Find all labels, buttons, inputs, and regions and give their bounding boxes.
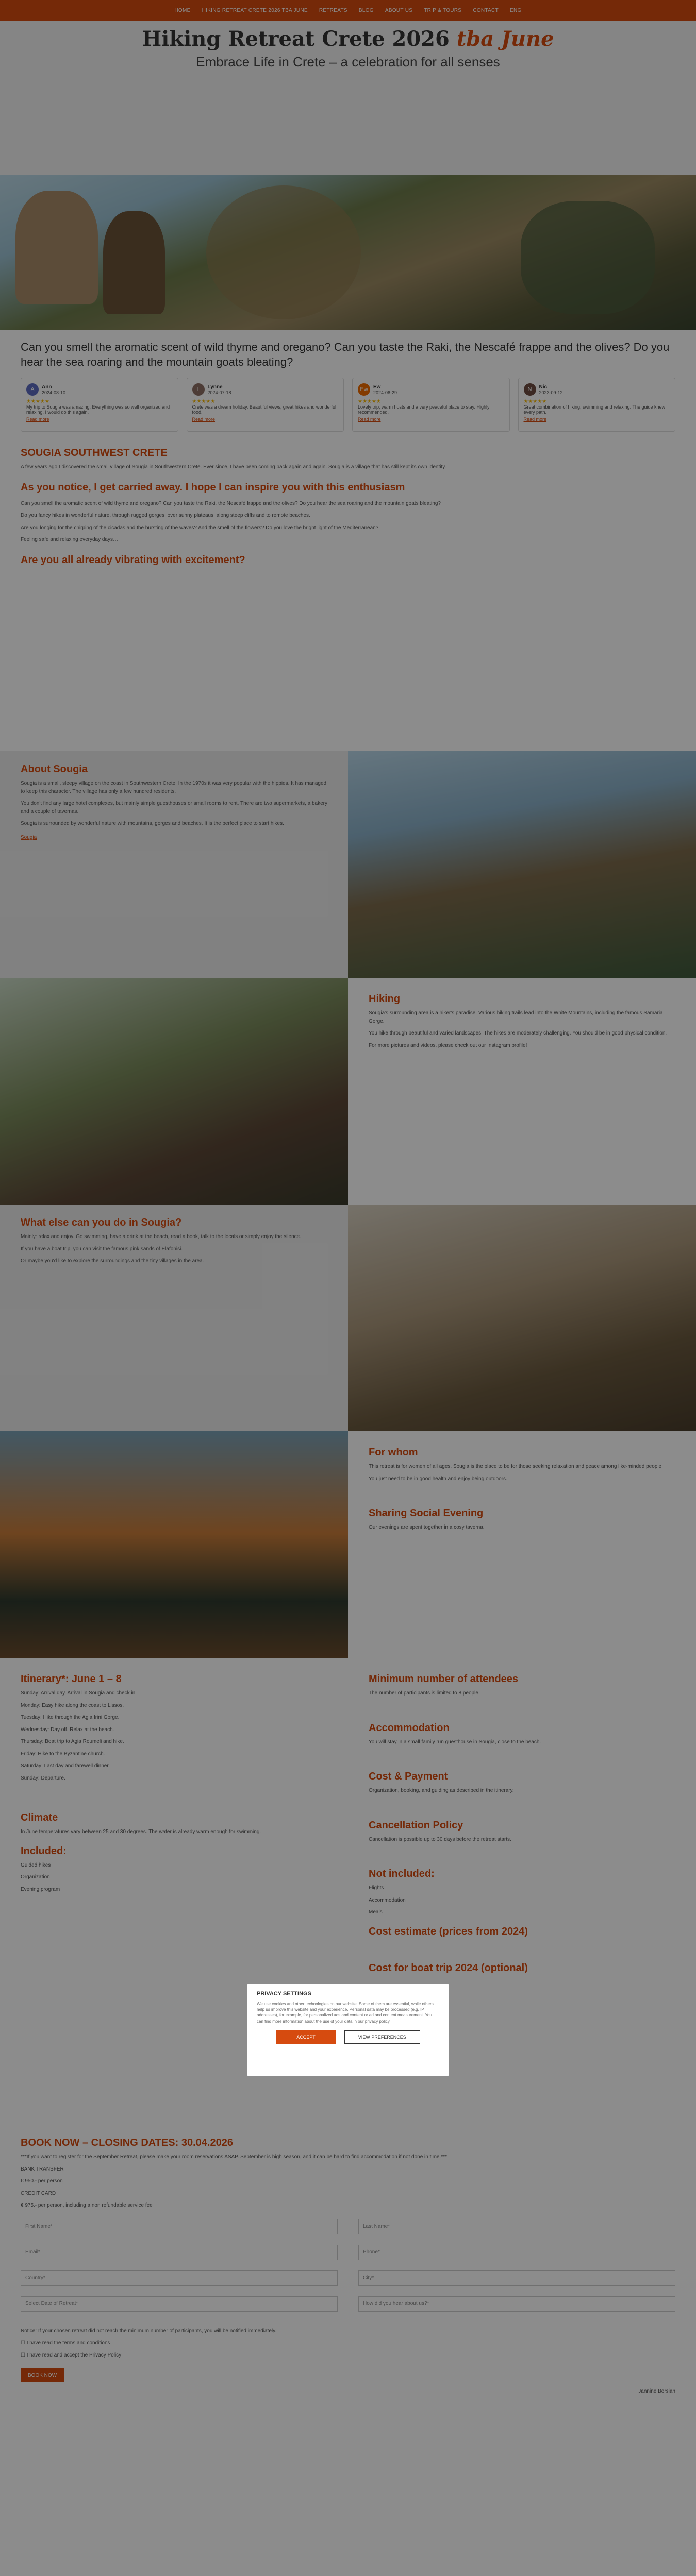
paragraph: Sougia is surrounded by wonderful nature with mountains, gorges and beaches. It is the perfect place to start hikes.: [21, 821, 284, 827]
section-heading: Cancellation Policy: [369, 1819, 463, 1831]
review-date: 2024-08-10: [42, 389, 66, 395]
paragraph: You don't find any large hotel complexes, but mainly simple guesthouses or small rooms to rent. There are two supermarkets, a bakery and a couple of tavernas.: [21, 801, 327, 815]
email-field[interactable]: Email*: [21, 2245, 338, 2260]
paragraph: Sougia is a small, sleepy village on the coast in Southwestern Crete. In the 1970s it was very popular with the hippies. It has managed to keep this character. The village has only a few hundred residents.: [21, 781, 327, 794]
city-field[interactable]: City*: [358, 2270, 675, 2286]
paragraph: Do you fancy hikes in wonderful nature, through rugged gorges, over sunny plateaus, along steep cliffs and to remote beaches.: [21, 513, 310, 519]
paragraph: Can you smell the aromatic scent of wild thyme and oregano? Can you taste the Raki, the Nescafé frappe and the olives? Do you hear the sea roaring and the mountain goats bleating?: [21, 500, 441, 506]
itinerary-day: Sunday: Arrival day. Arrival in Sougia and check in.: [21, 1690, 137, 1697]
title-main: Hiking Retreat Crete 2026: [142, 27, 450, 51]
referral-select[interactable]: How did you hear about us?*: [358, 2296, 675, 2312]
cookie-title: PRIVACY SETTINGS: [257, 1991, 311, 1997]
section-heading: Cost estimate (prices from 2024): [369, 1925, 528, 1937]
avatar: N: [524, 383, 536, 396]
sougia-link[interactable]: Sougia: [21, 834, 37, 840]
bank-label: BANK TRANSFER: [21, 2166, 64, 2172]
first-name-field[interactable]: First Name*: [21, 2219, 338, 2234]
avatar: Ew: [358, 383, 370, 396]
title-accent: tba June: [456, 27, 554, 51]
section-heading: SOUGIA SOUTHWEST CRETE: [21, 447, 168, 459]
star-rating-icon: ★★★★★: [358, 399, 381, 405]
signature: Jannine Borsian: [638, 2388, 675, 2395]
itinerary-day: Sunday: Departure.: [21, 1775, 65, 1781]
paragraph: Are you longing for the chirping of the cicadas and the bursting of the waves? And the smell of the flowers? Do you love the bright light of the Mediterranean?: [21, 524, 379, 531]
list-item: Guided hikes: [21, 1862, 51, 1868]
section-heading: Cost for boat trip 2024 (optional): [369, 1962, 528, 1974]
paragraph: Cancellation is possible up to 30 days before the retreat starts.: [369, 1836, 511, 1842]
paragraph: Sougia's surrounding area is a hiker's paradise. Various hiking trails lead into the White Mountains, including the famous Samaria Gorge.: [369, 1010, 663, 1024]
page-subtitle: Embrace Life in Crete – a celebration for all senses: [196, 54, 500, 70]
review-text: Great combination of hiking, swimming and relaxing. The guide knew every path.: [523, 404, 665, 415]
paragraph: Mainly: relax and enjoy. Go swimming, have a drink at the beach, read a book, talk to the locals or simply enjoy the silence.: [21, 1234, 301, 1240]
highlight-heading: Are you all already vibrating with excitement?: [21, 554, 245, 566]
paragraph: If you have a boat trip, you can visit the famous pink sands of Elafonisi.: [21, 1246, 183, 1252]
section-heading: For whom: [369, 1447, 418, 1459]
terms-checkbox[interactable]: ☐ I have read the terms and conditions: [21, 2340, 110, 2346]
itinerary-day: Saturday: Last day and farewell dinner.: [21, 1763, 110, 1769]
reviewer-name: Lynne: [207, 384, 223, 390]
nav-retreats[interactable]: RETREATS: [319, 7, 347, 13]
bank-value: € 950.- per person: [21, 2178, 63, 2184]
paragraph: In June temperatures vary between 25 and 30 degrees. The water is already warm enough for swimming.: [21, 1829, 261, 1835]
notice: Notice: If your chosen retreat did not reach the minimum number of participants, you will be notified immediately.: [21, 2328, 277, 2334]
nav-retreat-crete[interactable]: HIKING RETREAT CRETE 2026 TBA JUNE: [202, 7, 308, 13]
paragraph: You just need to be in good health and enjoy being outdoors.: [369, 1476, 507, 1482]
list-item: Accommodation: [369, 1897, 406, 1903]
itinerary-day: Friday: Hike to the Byzantine church.: [21, 1751, 105, 1757]
review-date: 2023-09-12: [539, 389, 563, 395]
cookie-text: We use cookies and other technologies on our website. Some of them are essential, while others help us improve this website and your experience. Personal data may be processed (e.g. IP addresses), for example, for personalized ads and content or ad and content measurement. You can find more information about the use of your data in our privacy policy.: [257, 2002, 434, 2024]
review-date: 2024-06-29: [373, 389, 397, 395]
review-text: Lovely trip, warm hosts and a very peaceful place to stay. Highly recommended.: [358, 404, 490, 415]
nav-trips[interactable]: TRIP & TOURS: [424, 7, 462, 13]
itinerary-day: Wednesday: Day off. Relax at the beach.: [21, 1726, 114, 1733]
booking-heading: BOOK NOW – CLOSING DATES: 30.04.2026: [21, 2137, 233, 2149]
nav-language[interactable]: ENG: [510, 7, 522, 13]
nav-contact[interactable]: CONTACT: [473, 7, 499, 13]
paragraph: Or maybe you'd like to explore the surroundings and the tiny villages in the area.: [21, 1258, 204, 1264]
paragraph: This retreat is for women of all ages. Sougia is the place to be for those seeking relaxation and peace among like-minded people.: [369, 1464, 663, 1470]
paragraph: Our evenings are spent together in a cosy taverna.: [369, 1524, 485, 1531]
section-heading: Accommodation: [369, 1722, 450, 1734]
terms-label: I have read the terms and conditions: [26, 2340, 110, 2346]
section-heading: About Sougia: [21, 764, 88, 775]
itinerary-day: Thursday: Boat trip to Agia Roumeli and hike.: [21, 1739, 124, 1745]
list-item: Organization: [21, 1874, 50, 1880]
section-heading: Minimum number of attendees: [369, 1673, 519, 1685]
reviewer-name: Nic: [539, 384, 548, 390]
avatar: A: [26, 383, 39, 396]
retreat-date-select[interactable]: Select Date of Retreat*: [21, 2296, 338, 2312]
paragraph: You hike through beautiful and varied landscapes. The hikes are moderately challenging. You should be in good physical condition.: [369, 1030, 667, 1037]
cookie-buttons: [257, 2030, 439, 2044]
read-more-link[interactable]: Read more: [192, 417, 216, 422]
itinerary-day: Tuesday: Hike through the Agia Irini Gorge.: [21, 1715, 120, 1721]
read-more-link[interactable]: Read more: [26, 417, 49, 422]
nav-about[interactable]: ABOUT US: [385, 7, 413, 13]
paragraph: Organization, booking, and guiding as described in the itinerary.: [369, 1788, 514, 1794]
card-value: € 975.- per person, including a non refundable service fee: [21, 2202, 153, 2209]
paragraph: A few years ago I discovered the small village of Sougia in Southwestern Crete. Ever since, I have been coming back again and again. Sougia is a village that has still kept its own identity.: [21, 464, 446, 470]
star-rating-icon: ★★★★★: [26, 399, 49, 405]
section-heading: Climate: [21, 1812, 58, 1824]
privacy-checkbox[interactable]: ☐ I have read and accept the Privacy Policy: [21, 2352, 122, 2358]
nav-blog[interactable]: BLOG: [358, 7, 374, 13]
section-heading: Included:: [21, 1845, 67, 1857]
book-now-button[interactable]: BOOK NOW: [21, 2368, 64, 2382]
review-text: Crete was a dream holiday. Beautiful views, great hikes and wonderful food.: [192, 404, 336, 415]
cookie-dialog: [247, 1984, 449, 2076]
phone-field[interactable]: Phone*: [358, 2245, 675, 2260]
section-heading: Itinerary*: June 1 – 8: [21, 1673, 122, 1685]
star-rating-icon: ★★★★★: [192, 399, 216, 405]
booking-note: ***If you want to register for the September Retreat, please make your room reservations ASAP. September is high season, and it can be hard to find accommodation if not done in time.***: [21, 2154, 447, 2160]
accept-button[interactable]: ACCEPT: [276, 2030, 336, 2044]
avatar: L: [192, 383, 205, 396]
section-heading: What else can you do in Sougia?: [21, 1217, 182, 1229]
section-heading: Sharing Social Evening: [369, 1507, 484, 1519]
last-name-field[interactable]: Last Name*: [358, 2219, 675, 2234]
nav-home[interactable]: HOME: [174, 7, 191, 13]
highlight-heading: As you notice, I get carried away. I hope I can inspire you with this enthusiasm: [21, 481, 405, 493]
country-field[interactable]: Country*: [21, 2270, 338, 2286]
read-more-link[interactable]: Read more: [523, 417, 547, 422]
section-heading: Not included:: [369, 1868, 435, 1880]
list-item: Meals: [369, 1909, 383, 1916]
reviewer-name: Ew: [373, 384, 381, 390]
paragraph: The number of participants is limited to 8 people.: [369, 1690, 480, 1697]
section-heading: Hiking: [369, 993, 401, 1005]
reviewer-name: Ann: [42, 384, 52, 390]
paragraph: You will stay in a small family run guesthouse in Sougia, close to the beach.: [369, 1739, 541, 1745]
read-more-link[interactable]: Read more: [358, 417, 381, 422]
section-heading: Cost & Payment: [369, 1771, 448, 1783]
view-preferences-button[interactable]: VIEW PREFERENCES: [344, 2030, 420, 2044]
paragraph: For more pictures and videos, please check out our Instagram profile!: [369, 1042, 527, 1048]
itinerary-day: Monday: Easy hike along the coast to Lissos.: [21, 1702, 124, 1708]
review-date: 2024-07-18: [207, 389, 231, 395]
star-rating-icon: ★★★★★: [523, 399, 547, 405]
paragraph: Feeling safe and relaxing everyday days…: [21, 537, 118, 543]
review-text: My trip to Sougia was amazing. Everything was so well organized and relaxing. I would do this again.: [26, 404, 170, 415]
intro-question: Can you smell the aromatic scent of wild thyme and oregano? Can you taste the Raki, the Nescafé frappe and the olives? Do you hear the sea roaring and the mountain goats bleating?: [21, 341, 670, 368]
list-item: Flights: [369, 1885, 384, 1891]
list-item: Evening program: [21, 1886, 60, 1892]
privacy-label: I have read and accept the Privacy Policy: [26, 2352, 122, 2358]
card-label: CREDIT CARD: [21, 2190, 56, 2196]
